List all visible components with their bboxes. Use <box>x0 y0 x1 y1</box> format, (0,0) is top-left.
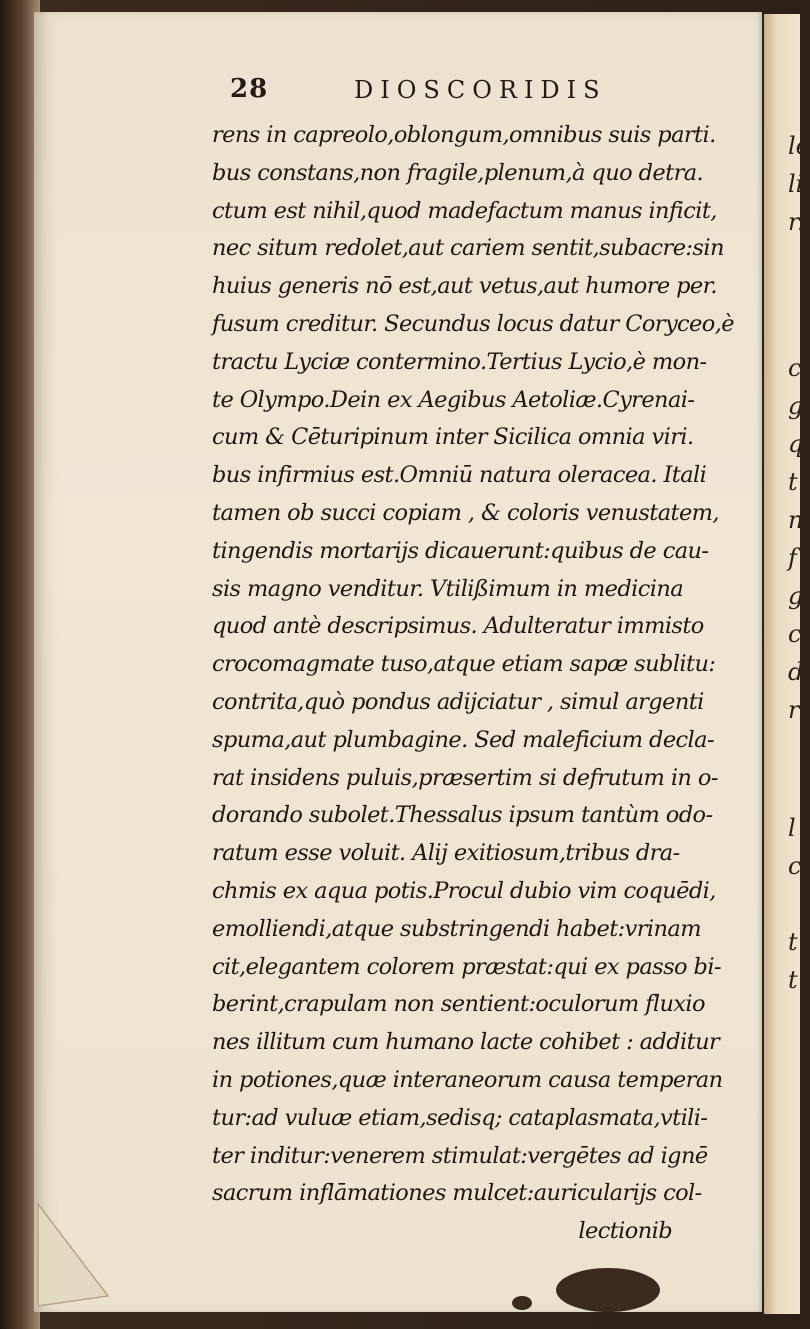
text-line: fusum creditur. Secundus locus datur Coryceo,è <box>212 310 734 337</box>
text-line: sacrum inflāmationes mulcet:auricularijs col- <box>212 1180 702 1207</box>
text-line: crocomagmate tuso,atque etiam sapæ sublitu: <box>212 651 716 678</box>
text-line: rat insidens puluis,præsertim si defrutum in o- <box>212 764 718 791</box>
text-line: nec situm redolet,aut cariem sentit,subacre:sin <box>212 235 724 262</box>
text-line: spuma,aut plumbagine. Sed maleficium decla- <box>212 726 714 753</box>
text-line: ctum est nihil,quod madefactum manus inficit, <box>212 197 717 224</box>
text-line: huius generis nō est,aut vetus,aut humore per. <box>212 273 717 300</box>
text-line: rens in capreolo,oblongum,omnibus suis parti. <box>212 122 716 148</box>
text-line: in potiones,quæ interaneorum causa temperan <box>212 1066 723 1093</box>
text-line: sis magno venditur. Vtilißimum in medicina <box>212 575 684 602</box>
text-line: nes illitum cum humano lacte cohibet : additur <box>212 1029 720 1056</box>
page-number: 28 <box>230 74 269 104</box>
text-line: bus constans,non fragile,plenum,à quo detra. <box>212 159 704 186</box>
text-line: ter inditur:venerem stimulat:vergētes ad ignē <box>212 1142 708 1169</box>
text-line: bus infirmius est.Omniū natura oleracea. Itali <box>212 462 707 489</box>
text-line: berint,crapulam non sentient:oculorum fluxio <box>212 991 705 1018</box>
page-corner-fold <box>36 1200 116 1310</box>
ink-stain <box>512 1296 532 1310</box>
text-line: quod antè descripsimus. Adulteratur immisto <box>212 613 704 640</box>
text-line: dorando subolet.Thessalus ipsum tantùm odo- <box>212 802 713 829</box>
ink-stain <box>556 1268 660 1312</box>
text-line: tamen ob succi copiam , & coloris venustatem, <box>212 499 719 526</box>
facing-page-edge: le li r. c g q t. n f g c d r l c t t <box>764 14 800 1314</box>
text-line: tingendis mortarijs dicauerunt:quibus de cau- <box>212 537 709 564</box>
text-line: emolliendi,atque substringendi habet:vrinam <box>212 915 701 942</box>
text-line: ratum esse voluit. Alij exitiosum,tribus dra- <box>212 840 680 867</box>
running-head: DIOSCORIDIS <box>354 76 607 104</box>
text-line: contrita,quò pondus adijciatur , simul argenti <box>212 688 704 715</box>
text-line: te Olympo.Dein ex Aegibus Aetoliæ.Cyrenai- <box>212 386 695 413</box>
text-line: chmis ex aqua potis.Procul dubio vim coquēdi, <box>212 877 716 904</box>
text-line: tur:ad vuluæ etiam,sedisq; cataplasmata,vtili- <box>212 1104 708 1131</box>
page-header <box>230 74 730 110</box>
text-line: tractu Lyciæ contermino.Tertius Lycio,è mon- <box>212 348 707 375</box>
text-line: cit,elegantem colorem præstat:qui ex passo bi- <box>212 953 721 980</box>
text-line-final: lectionib <box>578 1218 672 1245</box>
text-line: cum & Cēturipinum inter Sicilica omnia viri. <box>212 424 694 451</box>
body-text <box>212 117 772 1251</box>
